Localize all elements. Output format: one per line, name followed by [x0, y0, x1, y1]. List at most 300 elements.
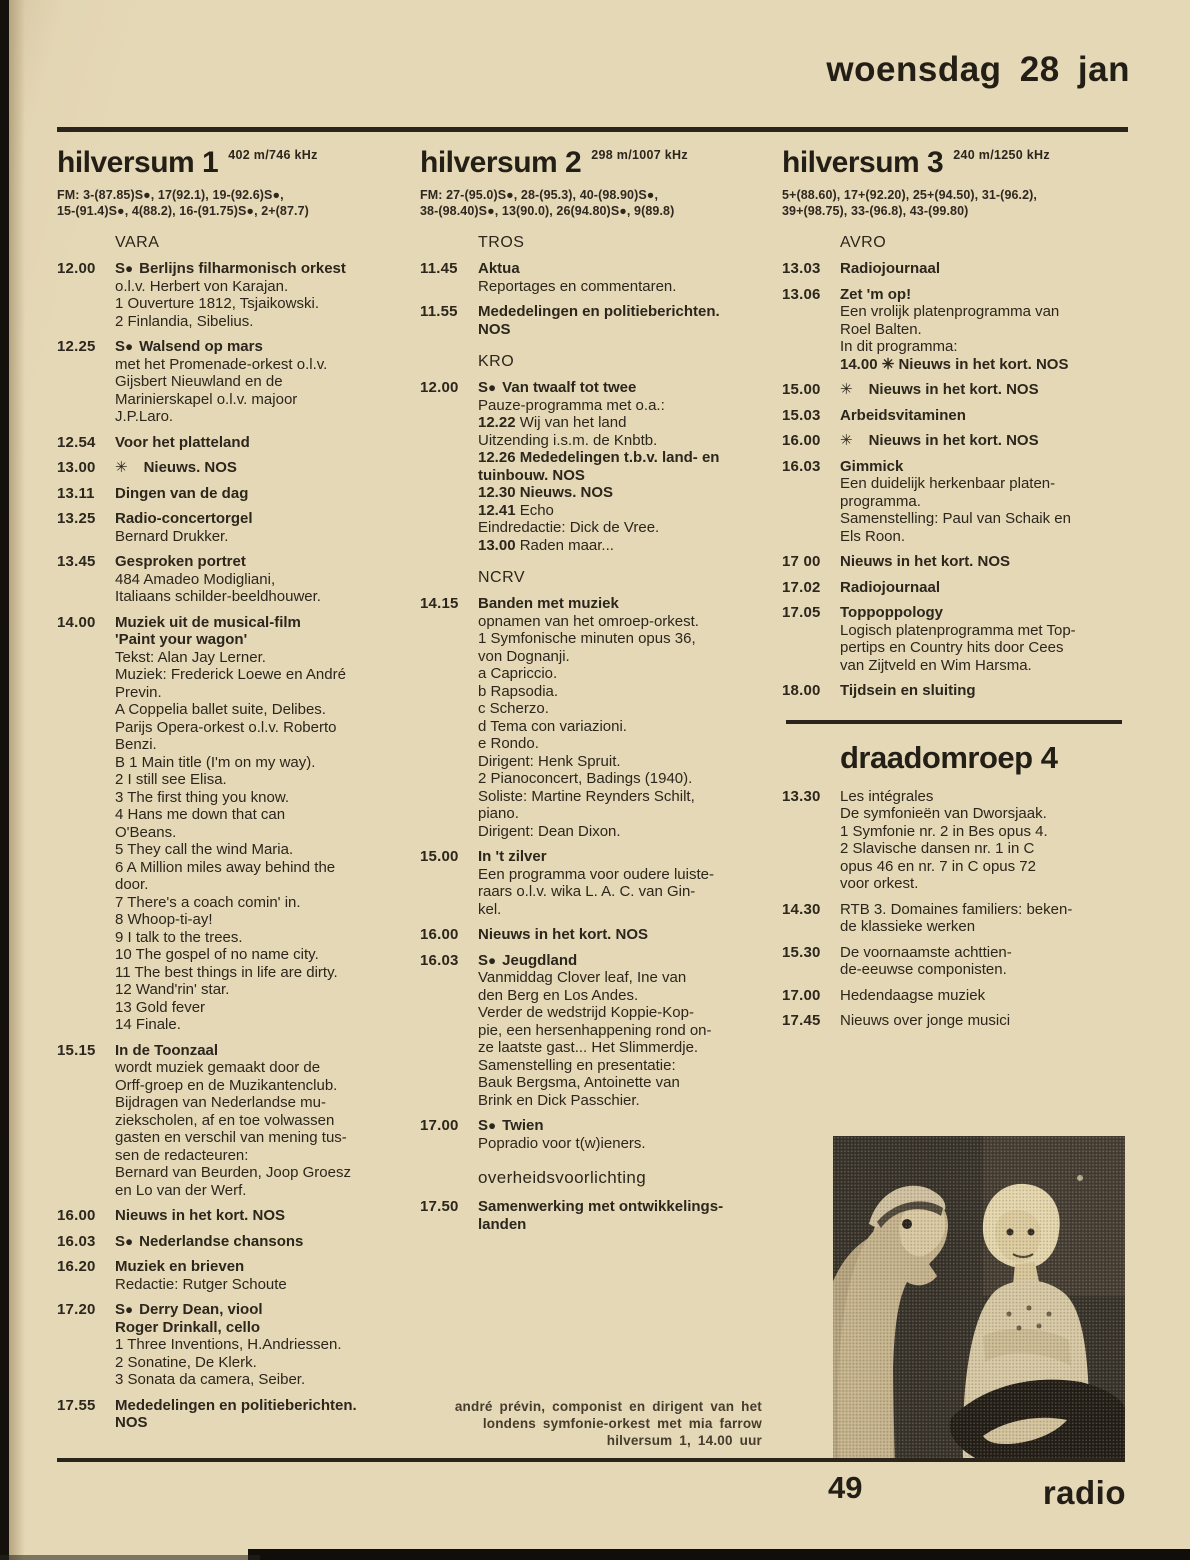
program-row: [782, 901, 1130, 936]
fm-frequencies: [57, 187, 402, 219]
section-label: overheidsvoorlichting: [478, 1168, 647, 1187]
program-time: 11.55: [420, 303, 458, 320]
program-detail-line: Benzi.: [115, 736, 157, 753]
program-time: 12.00: [420, 379, 459, 396]
program-body: [115, 434, 402, 452]
station-frequency: 402 m/746 kHz: [228, 148, 318, 162]
program-detail-line: Vanmiddag Clover leaf, Ine van: [478, 969, 687, 986]
program-title: Radio-concertorgel: [115, 510, 253, 527]
program-time: 12.25: [57, 338, 96, 355]
station-name: draadomroep 4: [840, 739, 1058, 775]
program-time: 12.00: [57, 260, 96, 277]
program-detail-line: J.P.Laro.: [115, 408, 174, 425]
program-time: 14.00: [57, 613, 96, 631]
program-body: [840, 1012, 1130, 1030]
broadcaster-label: TROS: [478, 234, 525, 251]
program-detail-line: 12.22 Wij van het land: [478, 414, 627, 431]
program-detail-line: [478, 484, 765, 502]
stereo-icon: S●: [478, 951, 497, 969]
stereo-icon: S●: [478, 1117, 497, 1134]
program-detail-line: Previn.: [115, 683, 162, 701]
detail-bold-part: 13.00: [478, 536, 516, 554]
footer-rule: [57, 1458, 1125, 1462]
stereo-dot-icon: ●: [125, 1302, 134, 1317]
program-detail-line: opus 46 en nr. 7 in C opus 72: [840, 857, 1036, 875]
program-detail-line: d Tema con variazioni.: [478, 717, 627, 735]
program-time: 16.03: [57, 1232, 96, 1250]
broadcaster-label: KRO: [478, 353, 515, 370]
caption-line: andré prévin, componist en dirigent van het: [454, 1399, 762, 1414]
station-name-row: [57, 146, 402, 180]
program-body: [115, 459, 402, 477]
program-row: [420, 303, 765, 338]
program-title: S● Nederlandse chansons: [115, 1232, 304, 1250]
program-body: [840, 260, 1130, 278]
program-row: [57, 1207, 402, 1225]
program-title: S● Jeugdland: [478, 951, 578, 969]
program-row: [57, 1301, 402, 1389]
program-body: [115, 260, 402, 330]
program-row: [420, 260, 765, 295]
program-detail-line: 5 They call the wind Maria.: [115, 841, 294, 858]
program-time: 16.20: [57, 1258, 96, 1275]
program-body: [840, 407, 1130, 425]
program-body: [115, 614, 402, 1034]
stereo-icon: S●: [115, 1301, 134, 1318]
fm-frequencies: [420, 187, 765, 219]
page-bottom-edge: [248, 1549, 1190, 1560]
program-body: [840, 682, 1130, 700]
program-time: 14.30: [782, 900, 821, 918]
program-detail-line: ze laatste gast... Het Slimmerdje.: [478, 1039, 699, 1056]
stereo-icon: S●: [115, 1232, 134, 1250]
program-time: 15.15: [57, 1041, 96, 1059]
program-time: 16.00: [782, 432, 821, 449]
program-title: Mededelingen en politieberichten.: [478, 303, 720, 320]
program-detail-line: B 1 Main title (I'm on my way).: [115, 753, 316, 771]
program-detail-line: Een vrolijk platenprogramma van: [840, 303, 1060, 320]
program-title: Toppoppology: [840, 604, 944, 621]
program-row: [782, 579, 1130, 597]
station-header: [782, 146, 1130, 219]
program-detail-line: de klassieke werken: [840, 918, 976, 935]
program-time: 17.00: [782, 986, 821, 1004]
program-time: 13.06: [782, 285, 821, 303]
program-detail-line: von Dognanji.: [478, 647, 570, 665]
program-detail-line: Tekst: Alan Jay Lerner.: [115, 648, 266, 666]
program-detail-line: 6 A Million miles away behind the: [115, 858, 336, 876]
photo-caption: [446, 1398, 762, 1449]
program-detail-line: 7 There's a coach comin' in.: [115, 893, 301, 911]
program-row: [420, 1117, 765, 1152]
program-body: [478, 1117, 765, 1152]
program-title: ✳ Nieuws in het kort. NOS: [840, 432, 1039, 449]
stereo-dot-icon: ●: [488, 952, 497, 968]
station-header: [420, 146, 765, 219]
program-row: [57, 1258, 402, 1293]
program-detail-line: piano.: [478, 805, 519, 822]
program-title: Muziek uit de musical-film: [115, 613, 301, 631]
program-detail-line: Verder de wedstrijd Koppie-Kop-: [478, 1004, 694, 1021]
program-body: [840, 604, 1130, 674]
program-detail-line: e Rondo.: [478, 735, 539, 752]
program-row: [782, 381, 1130, 399]
station-name: hilversum 1: [57, 146, 219, 179]
program-row: [782, 788, 1130, 893]
program-detail-line: programma.: [840, 492, 921, 510]
program-title: Dingen van de dag: [115, 484, 249, 502]
program-detail-line: wordt muziek gemaakt door de: [115, 1059, 321, 1076]
fm-line: 5+(88.60), 17+(92.20), 25+(94.50), 31-(96.2),: [782, 188, 1038, 202]
fm-line: 39+(98.75), 33-(96.8), 43-(99.80): [782, 204, 969, 218]
program-detail-line: Marinierskapel o.l.v. majoor: [115, 390, 298, 408]
program-detail-line: 13.00 Raden maar...: [478, 536, 614, 554]
program-body: [115, 510, 402, 545]
program-row: [420, 952, 765, 1110]
stereo-dot-icon: ●: [125, 339, 134, 354]
day-header: woensdag 28 jan: [826, 50, 1130, 89]
program-body: [478, 379, 765, 554]
program-body: [115, 1042, 402, 1200]
program-title: Zet 'm op!: [840, 285, 912, 303]
detail-bold-part: 12.22: [478, 414, 516, 431]
program-detail-line: 12 Wand'rin' star.: [115, 981, 230, 998]
program-detail-line: de-eeuwse componisten.: [840, 961, 1007, 978]
program-row: [57, 1042, 402, 1200]
program-time: 13.45: [57, 553, 96, 570]
news-star-icon: ✳: [840, 432, 853, 449]
program-title: ✳ Nieuws. NOS: [115, 459, 237, 476]
program-row: [57, 614, 402, 1034]
program-detail-line: 3 The first thing you know.: [115, 788, 289, 806]
broadcaster-label: NCRV: [478, 569, 526, 586]
stereo-icon: S●: [115, 338, 134, 355]
photo-andre-previn-mia-farrow: [833, 1136, 1125, 1462]
program-body: [840, 987, 1130, 1005]
program-row: [57, 338, 402, 426]
program-title: S● Berlijns filharmonisch orkest: [115, 260, 346, 277]
broadcaster-label: AVRO: [840, 234, 887, 251]
program-title: Hedendaagse muziek: [840, 986, 986, 1004]
program-time: 13.11: [57, 484, 95, 502]
program-title: Nieuws in het kort. NOS: [840, 553, 1011, 570]
program-row: [782, 604, 1130, 674]
program-time: 13.30: [782, 787, 821, 805]
detail-bold-part: 12.26 Mededelingen t.b.v. land- en: [478, 449, 720, 466]
program-row: [420, 926, 765, 944]
program-body: [478, 303, 765, 338]
program-time: 13.03: [782, 260, 821, 277]
program-detail-line: 8 Whoop-ti-ay!: [115, 911, 213, 928]
program-time: 11.45: [420, 260, 458, 277]
program-detail-line: Een programma voor oudere luiste-: [478, 865, 714, 883]
program-row: [782, 682, 1130, 700]
program-row: [420, 595, 765, 840]
program-time: 18.00: [782, 682, 821, 699]
section-divider: [786, 720, 1122, 724]
program-row: [420, 848, 765, 918]
program-title: NOS: [478, 320, 511, 338]
program-title: In 't zilver: [478, 848, 547, 865]
program-detail-line: 14 Finale.: [115, 1016, 181, 1033]
program-time: 15.00: [782, 381, 821, 398]
program-detail-line: o.l.v. Herbert von Karajan.: [115, 277, 289, 295]
station-name-row: [420, 146, 765, 180]
news-star-icon: ✳: [840, 381, 853, 398]
program-detail-line: Bernard Drukker.: [115, 527, 229, 545]
program-body: [478, 926, 765, 944]
program-time: 15.00: [420, 848, 459, 865]
program-detail-line: van Zijtveld en Wim Harsma.: [840, 656, 1032, 674]
program-detail-line: opnamen van het omroep-orkest.: [478, 612, 699, 630]
stereo-dot-icon: ●: [125, 261, 134, 276]
program-row: [420, 1198, 765, 1233]
page-left-edge-shadow: [9, 0, 25, 1560]
program-time: 16.03: [782, 457, 821, 475]
program-detail-line: c Scherzo.: [478, 700, 549, 717]
program-detail-line: Parijs Opera-orkest o.l.v. Roberto: [115, 718, 337, 736]
program-detail-line: [478, 449, 765, 467]
program-body: [478, 952, 765, 1110]
program-time: 17.45: [782, 1012, 821, 1029]
program-detail-line: O'Beans.: [115, 823, 177, 841]
program-row: [57, 510, 402, 545]
program-detail-line: Logisch platenprogramma met Top-: [840, 621, 1076, 639]
program-detail-line: Soliste: Martine Reynders Schilt,: [478, 787, 695, 805]
header-rule: [57, 127, 1128, 132]
program-detail-line: 10 The gospel of no name city.: [115, 946, 319, 963]
broadcaster-label: VARA: [115, 234, 160, 251]
program-title: Muziek en brieven: [115, 1258, 245, 1275]
program-row: [782, 286, 1130, 374]
program-detail-line: b Rapsodia.: [478, 682, 559, 700]
program-title: RTB 3. Domaines familiers: beken-: [840, 900, 1073, 918]
program-title: 'Paint your wagon': [115, 631, 248, 648]
program-body: [478, 848, 765, 918]
program-row: [782, 1012, 1130, 1030]
stereo-dot-icon: ●: [488, 1118, 497, 1133]
program-title: Arbeidsvitaminen: [840, 406, 966, 424]
program-detail-line: voor orkest.: [840, 875, 919, 892]
program-time: 17.05: [782, 604, 821, 621]
program-detail-line: pertips en Country hits door Cees: [840, 639, 1064, 656]
program-title: Les intégrales: [840, 787, 934, 805]
program-title: De voornaamste achttien-: [840, 943, 1012, 961]
program-detail-line: met het Promenade-orkest o.l.v.: [115, 355, 328, 373]
program-detail-line: raars o.l.v. wika L. A. C. van Gin-: [478, 883, 696, 900]
program-detail-line: den Berg en Los Andes.: [478, 986, 639, 1004]
program-detail-line: sen de redacteuren:: [115, 1146, 249, 1164]
program-title: Nieuws in het kort. NOS: [115, 1207, 286, 1224]
station-header: [57, 146, 402, 219]
page-number: 49: [828, 1470, 863, 1505]
fm-line: FM: 27-(95.0)S●, 28-(95.3), 40-(98.90)S●,: [420, 188, 659, 202]
program-time: 13.25: [57, 510, 96, 527]
program-title: ✳ Nieuws in het kort. NOS: [840, 381, 1039, 398]
station-frequency: 240 m/1250 kHz: [953, 148, 1050, 162]
program-row: [782, 553, 1130, 571]
program-title: landen: [478, 1215, 527, 1233]
program-row: [57, 459, 402, 477]
program-row: [57, 1233, 402, 1251]
program-detail-line: Uitzending i.s.m. de Knbtb.: [478, 431, 658, 449]
detail-bold-part: 14.00 ✳ Nieuws in het kort. NOS: [840, 355, 1069, 373]
program-title: S● Derry Dean, viool: [115, 1301, 263, 1318]
program-title: S● Van twaalf tot twee: [478, 379, 637, 396]
program-detail-line: Bijdragen van Nederlandse mu-: [115, 1094, 326, 1111]
program-detail-line: Roel Balten.: [840, 320, 922, 338]
caption-line: hilversum 1, 14.00 uur: [606, 1433, 762, 1448]
program-detail-line: Brink en Dick Passchier.: [478, 1091, 640, 1109]
program-title: Samenwerking met ontwikkelings-: [478, 1198, 724, 1215]
station-name: hilversum 2: [420, 146, 582, 179]
program-detail-line: 3 Sonata da camera, Seiber.: [115, 1371, 306, 1388]
program-title: Mededelingen en politieberichten.: [115, 1396, 357, 1414]
program-detail-line: 1 Symfonische minuten opus 36,: [478, 630, 696, 647]
program-detail-line: pie, een hersenhappening rond on-: [478, 1021, 712, 1039]
program-detail-line: door.: [115, 876, 149, 893]
fm-line: FM: 3-(87.85)S●, 17(92.1), 19-(92.6)S●,: [57, 188, 284, 202]
program-time: 17.50: [420, 1198, 459, 1215]
fm-frequencies: [782, 187, 1130, 219]
program-detail-line: Pauze-programma met o.a.:: [478, 396, 665, 414]
program-body: [115, 1301, 402, 1389]
program-title: Gimmick: [840, 457, 904, 475]
program-detail-line: Bernard van Beurden, Joop Groesz: [115, 1164, 351, 1181]
fm-line: 15-(91.4)S●, 4(88.2), 16-(91.75)S●, 2+(87.7): [57, 204, 309, 218]
program-detail-line: ziekscholen, af en toe volwassen: [115, 1111, 335, 1129]
program-detail-line: Els Roon.: [840, 527, 906, 545]
program-time: 12.54: [57, 433, 96, 451]
program-body: [478, 260, 765, 295]
program-detail-line: 2 Slavische dansen nr. 1 in C: [840, 840, 1035, 857]
program-detail-line: 9 I talk to the trees.: [115, 928, 243, 946]
stereo-dot-icon: ●: [125, 1233, 134, 1249]
detail-bold-part: 12.41: [478, 501, 516, 519]
program-title: Gesproken portret: [115, 553, 246, 570]
program-body: [840, 944, 1130, 979]
program-detail-line: Popradio voor t(w)ieners.: [478, 1134, 646, 1152]
program-detail-line: 2 Pianoconcert, Badings (1940).: [478, 770, 693, 787]
program-row: [782, 944, 1130, 979]
program-body: [840, 286, 1130, 374]
program-detail-line: [478, 467, 765, 485]
program-detail-line: Samenstelling en presentatie:: [478, 1056, 676, 1074]
program-body: [840, 432, 1130, 450]
program-detail-line: 2 Finlandia, Sibelius.: [115, 312, 254, 330]
program-body: [840, 381, 1130, 399]
program-detail-line: Gijsbert Nieuwland en de: [115, 373, 283, 390]
program-title: S● Walsend op mars: [115, 338, 263, 355]
program-title: NOS: [115, 1414, 148, 1431]
stereo-icon: S●: [478, 379, 497, 396]
program-detail-line: 484 Amadeo Modigliani,: [115, 570, 276, 588]
program-time: 17 00: [782, 553, 821, 570]
program-detail-line: Orff-groep en de Muzikantenclub.: [115, 1076, 338, 1094]
program-row: [782, 432, 1130, 450]
program-body: [115, 1397, 402, 1432]
program-body: [115, 1258, 402, 1293]
program-time: 17.20: [57, 1301, 96, 1318]
program-row: [57, 485, 402, 503]
program-row: [782, 458, 1130, 546]
program-body: [840, 458, 1130, 546]
program-title: Voor het platteland: [115, 433, 250, 451]
program-detail-line: Een duidelijk herkenbaar platen-: [840, 475, 1056, 492]
program-detail-line: a Capriccio.: [478, 665, 558, 682]
program-time: 15.03: [782, 406, 821, 424]
program-title: Tijdsein en sluiting: [840, 682, 976, 699]
program-body: [115, 485, 402, 503]
program-time: 17.02: [782, 578, 821, 596]
column-hilversum-2: [420, 146, 765, 1241]
program-detail-line: 2 I still see Elisa.: [115, 771, 227, 788]
program-row: [57, 260, 402, 330]
caption-line: londens symfonie-orkest met mia farrow: [482, 1416, 762, 1431]
program-body: [115, 553, 402, 606]
program-time: 16.03: [420, 951, 459, 969]
program-detail-line: Redactie: Rutger Schoute: [115, 1275, 287, 1293]
program-body: [840, 553, 1130, 571]
page-left-edge: [0, 0, 9, 1560]
page-bottom-edge-shadow: [0, 1555, 260, 1560]
program-time: 16.00: [57, 1207, 96, 1224]
program-detail-line: 2 Sonatine, De Klerk.: [115, 1353, 257, 1371]
column-hilversum-3: [782, 146, 1130, 1038]
program-detail-line: en Lo van der Werf.: [115, 1181, 247, 1199]
detail-bold-part: tuinbouw. NOS: [478, 466, 585, 484]
program-detail-line: 1 Three Inventions, H.Andriessen.: [115, 1336, 342, 1353]
program-detail-line: Samenstelling: Paul van Schaik en: [840, 510, 1071, 527]
program-detail-line: kel.: [478, 900, 502, 918]
program-row: [782, 407, 1130, 425]
program-title: Radiojournaal: [840, 578, 941, 596]
program-row: [782, 987, 1130, 1005]
news-star-icon: ✳: [115, 459, 128, 476]
program-detail-line: 11 The best things in life are dirty.: [115, 963, 338, 981]
program-row: [782, 260, 1130, 278]
program-time: 15.30: [782, 943, 821, 961]
program-detail-line: De symfonieën van Dworsjaak.: [840, 805, 1047, 822]
column-hilversum-1: [57, 146, 402, 1440]
program-time: 13.00: [57, 459, 96, 476]
program-detail-line: 4 Hans me down that can: [115, 806, 286, 823]
program-detail-line: 13 Gold fever: [115, 998, 206, 1016]
station-name: hilversum 3: [782, 146, 944, 179]
program-detail-line: Dirigent: Dean Dixon.: [478, 822, 621, 840]
program-title: Radiojournaal: [840, 260, 941, 277]
program-body: [840, 579, 1130, 597]
program-body: [840, 901, 1130, 936]
fm-line: 38-(98.40)S●, 13(90.0), 26(94.80)S●, 9(89.8): [420, 204, 675, 218]
program-title: Banden met muziek: [478, 595, 619, 612]
program-body: [115, 1207, 402, 1225]
magazine-section-label: radio: [1042, 1474, 1126, 1511]
program-detail-line: Reportages en commentaren.: [478, 277, 677, 295]
stereo-dot-icon: ●: [488, 380, 497, 395]
program-row: [57, 1397, 402, 1432]
detail-bold-part: 12.30 Nieuws. NOS: [478, 484, 614, 501]
program-time: 17.00: [420, 1117, 459, 1134]
program-title: Aktua: [478, 260, 520, 277]
program-detail-line: 12.41 Echo: [478, 501, 554, 519]
station-frequency: 298 m/1007 kHz: [591, 148, 688, 162]
program-detail-line: Eindredactie: Dick de Vree.: [478, 519, 660, 536]
program-detail-line: Dirigent: Henk Spruit.: [478, 752, 621, 770]
program-body: [478, 1198, 765, 1233]
program-body: [115, 1233, 402, 1251]
program-row: [57, 434, 402, 452]
